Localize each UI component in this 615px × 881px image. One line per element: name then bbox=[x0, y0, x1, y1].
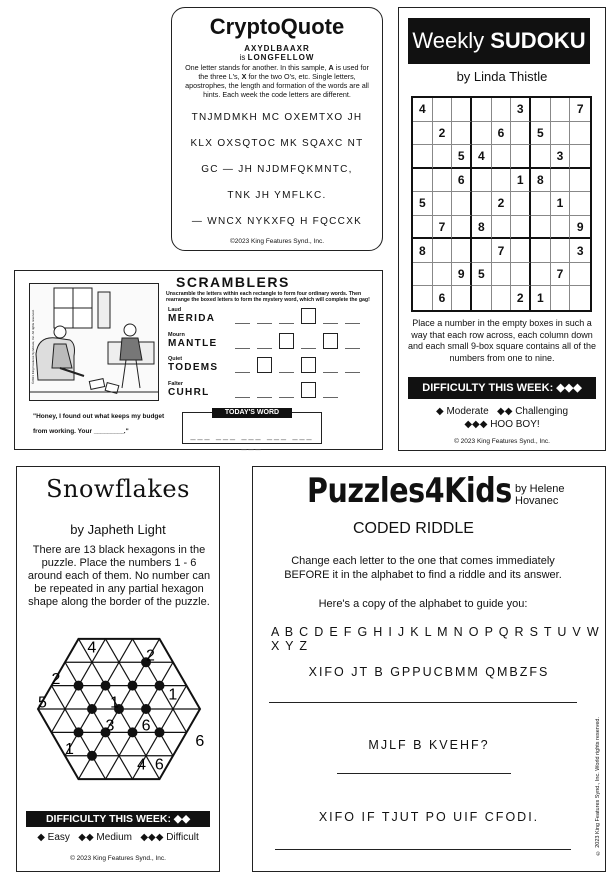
sudoku-cell[interactable] bbox=[413, 216, 433, 240]
scramble-word: Laud MERIDA bbox=[168, 307, 216, 324]
sudoku-cell[interactable] bbox=[570, 192, 590, 216]
sudoku-cell[interactable] bbox=[511, 192, 531, 216]
sudoku-cell: 5 bbox=[472, 263, 492, 287]
answer-blanks[interactable] bbox=[235, 357, 360, 373]
coded-line: MJLF B KVEHF? bbox=[368, 738, 490, 752]
snowflakes-instructions: There are 13 black hexagons in the puzzle. Place the numbers 1 - 6 around each of them. No number can be repeated in any partial hexagon shape along the border of the puzzle. bbox=[27, 544, 211, 608]
sudoku-cell[interactable] bbox=[531, 192, 551, 216]
sudoku-cell: 3 bbox=[551, 145, 571, 169]
cartoon-caption: "Honey, I found out what keeps my budget from working. Your _ _ _ _ _ _ _ _ _." bbox=[33, 413, 165, 435]
sudoku-difficulty-bar: DIFFICULTY THIS WEEK: ◆◆◆ bbox=[408, 377, 596, 399]
cryptoquote-line: TNK JH YMFLKC. bbox=[227, 190, 327, 201]
puzzles4kids-logo: Puzzles4Kids bbox=[307, 471, 512, 511]
sudoku-cell: 6 bbox=[433, 286, 453, 310]
hex-number: 1 bbox=[65, 741, 74, 759]
sudoku-cell[interactable] bbox=[511, 122, 531, 146]
cryptoquote-line: KLX OXSQTOC MK SQAXC NT bbox=[190, 138, 364, 149]
sudoku-cell[interactable] bbox=[472, 192, 492, 216]
sudoku-cell[interactable] bbox=[570, 122, 590, 146]
black-hexagon bbox=[128, 681, 138, 691]
sudoku-cell[interactable] bbox=[551, 122, 571, 146]
puzzles4kids-panel bbox=[252, 466, 606, 872]
snowflakes-difficulty-bar: DIFFICULTY THIS WEEK: ◆◆ bbox=[26, 811, 210, 827]
todays-word-label: TODAY'S WORD bbox=[212, 408, 292, 418]
cryptoquote-description: One letter stands for another. In this sample, A is used for the three L's, X for the two O's, etc. Single letters, apostrophes, the length and formation of the words are all hints. Each week the code letters are different. bbox=[185, 63, 369, 99]
sudoku-cell[interactable] bbox=[433, 98, 453, 122]
scramblers-instructions: Unscramble the letters within each rectangle to form four ordinary words. Then rearrange the boxed letters to form the mystery word, which will complete the gag! bbox=[166, 291, 370, 304]
sudoku-cell[interactable] bbox=[511, 239, 531, 263]
scramble-word: Falter CUHRL bbox=[168, 381, 210, 398]
hex-number: 2 bbox=[146, 647, 155, 665]
black-hexagon bbox=[155, 681, 165, 691]
hex-number: 6 bbox=[154, 756, 164, 774]
sudoku-copyright: © 2023 King Features Synd., Inc. bbox=[454, 438, 550, 445]
answer-blanks[interactable] bbox=[235, 333, 360, 349]
alphabet-line: A B C D E F G H I J K L M N O P Q R S T U V W X Y Z bbox=[271, 625, 600, 653]
sudoku-cell[interactable] bbox=[511, 263, 531, 287]
hex-number: 5 bbox=[38, 694, 47, 712]
snowflakes-panel bbox=[16, 466, 220, 872]
hex-number: 6 bbox=[195, 733, 205, 751]
answer-line[interactable] bbox=[275, 849, 571, 850]
sudoku-cell[interactable] bbox=[452, 239, 472, 263]
sudoku-cell[interactable] bbox=[511, 216, 531, 240]
hex-number: 6 bbox=[141, 717, 151, 735]
sudoku-cell: 5 bbox=[531, 122, 551, 146]
cryptoquote-line: GC — JH NJDMFQKMNTC, bbox=[201, 164, 353, 175]
snowflakes-title: Snowflakes bbox=[46, 475, 190, 503]
black-hexagon bbox=[155, 727, 165, 737]
black-hexagon bbox=[74, 681, 84, 691]
sudoku-cell[interactable] bbox=[492, 98, 512, 122]
cartoon-illustration bbox=[29, 283, 159, 401]
sudoku-grid bbox=[411, 96, 592, 312]
sudoku-cell[interactable] bbox=[492, 169, 512, 193]
sudoku-panel bbox=[398, 7, 606, 451]
sudoku-cell: 9 bbox=[452, 263, 472, 287]
sudoku-cell[interactable] bbox=[472, 122, 492, 146]
scramble-word: Mourn MANTLE bbox=[168, 332, 218, 349]
puzzles4kids-subtitle: CODED RIDDLE bbox=[353, 520, 474, 537]
snowflakes-difficulty-legend: ◆ Easy ◆◆ Medium ◆◆◆ Difficult bbox=[37, 832, 199, 843]
sudoku-cell[interactable] bbox=[413, 169, 433, 193]
scramblers-panel bbox=[14, 270, 383, 450]
coded-line: XIFO JT B GPPUCBMM QMBZFS bbox=[308, 665, 550, 679]
sudoku-cell[interactable] bbox=[433, 169, 453, 193]
black-hexagon bbox=[87, 704, 97, 714]
sudoku-cell: 7 bbox=[492, 239, 512, 263]
black-hexagon bbox=[141, 704, 151, 714]
sudoku-cell[interactable] bbox=[531, 263, 551, 287]
sudoku-cell[interactable] bbox=[433, 263, 453, 287]
sudoku-cell: 6 bbox=[492, 122, 512, 146]
puzzles4kids-instructions: Change each letter to the one that comes immediately BEFORE it in the alphabet to find a riddle and its answer. bbox=[284, 555, 562, 581]
sudoku-cell: 2 bbox=[433, 122, 453, 146]
sudoku-cell[interactable] bbox=[492, 145, 512, 169]
black-hexagon bbox=[101, 681, 111, 691]
sudoku-cell[interactable] bbox=[452, 216, 472, 240]
snowflakes-copyright: © 2023 King Features Synd., Inc. bbox=[70, 855, 166, 862]
sudoku-cell[interactable] bbox=[452, 122, 472, 146]
sudoku-cell[interactable] bbox=[413, 263, 433, 287]
sudoku-cell: 8 bbox=[413, 239, 433, 263]
sudoku-cell[interactable] bbox=[570, 286, 590, 310]
sudoku-cell[interactable] bbox=[452, 192, 472, 216]
cryptoquote-example-answer: is LONGFELLOW bbox=[239, 53, 315, 62]
sudoku-cell: 6 bbox=[452, 169, 472, 193]
answer-blanks[interactable] bbox=[235, 382, 338, 398]
cryptoquote-line: — WNCX NYKXFQ H FQCCXK bbox=[191, 216, 363, 227]
puzzles4kids-copyright: © 2023 King Features Synd., Inc. World rights reserved. bbox=[595, 717, 601, 856]
sudoku-cell: 1 bbox=[531, 286, 551, 310]
sudoku-cell[interactable] bbox=[492, 216, 512, 240]
sudoku-cell: 9 bbox=[570, 216, 590, 240]
sudoku-cell[interactable] bbox=[551, 98, 571, 122]
sudoku-cell: 2 bbox=[511, 286, 531, 310]
cryptoquote-panel bbox=[171, 7, 383, 251]
scramblers-title: SCRAMBLERS bbox=[176, 274, 290, 290]
black-hexagon bbox=[74, 727, 84, 737]
puzzles4kids-alphabet-note: Here's a copy of the alphabet to guide you: bbox=[318, 598, 528, 610]
hex-number: 2 bbox=[51, 670, 61, 688]
sudoku-title: Weekly SUDOKU bbox=[408, 18, 590, 64]
sudoku-instructions: Place a number in the empty boxes in such a way that each row across, each column down and each small 9-box square contains all of the numbers from one to nine. bbox=[407, 318, 597, 363]
sudoku-difficulty-legend: ◆ Moderate ◆◆ Challenging ◆◆◆ HOO BOY! bbox=[435, 406, 569, 430]
sudoku-cell: 7 bbox=[551, 263, 571, 287]
sudoku-cell[interactable] bbox=[551, 286, 571, 310]
sudoku-cell[interactable] bbox=[551, 239, 571, 263]
sudoku-cell[interactable] bbox=[433, 145, 453, 169]
sudoku-cell[interactable] bbox=[531, 145, 551, 169]
scramble-word: Quiet TODEMS bbox=[168, 356, 219, 373]
sudoku-cell: 8 bbox=[531, 169, 551, 193]
sudoku-cell[interactable] bbox=[472, 98, 492, 122]
sudoku-cell[interactable] bbox=[413, 122, 433, 146]
sudoku-cell[interactable] bbox=[531, 98, 551, 122]
todays-word-box[interactable]: TODAY'S WORD ___ ___ ___ ___ ___ ___ bbox=[182, 412, 322, 444]
sudoku-cell: 8 bbox=[472, 216, 492, 240]
snowflakes-byline: by Japheth Light bbox=[70, 522, 166, 537]
answer-line[interactable] bbox=[337, 773, 511, 774]
sudoku-cell[interactable] bbox=[413, 145, 433, 169]
sudoku-cell[interactable] bbox=[531, 239, 551, 263]
sudoku-cell: 7 bbox=[433, 216, 453, 240]
sudoku-cell: 4 bbox=[413, 98, 433, 122]
hex-number: 3 bbox=[105, 717, 115, 735]
sudoku-cell: 3 bbox=[511, 98, 531, 122]
sudoku-cell[interactable] bbox=[433, 192, 453, 216]
sudoku-cell[interactable] bbox=[452, 286, 472, 310]
sudoku-cell: 3 bbox=[570, 239, 590, 263]
sudoku-cell[interactable] bbox=[531, 216, 551, 240]
hex-number: 1 bbox=[110, 694, 119, 712]
sudoku-byline: by Linda Thistle bbox=[456, 69, 548, 84]
sudoku-cell[interactable] bbox=[472, 239, 492, 263]
cryptoquote-title: CryptoQuote bbox=[209, 14, 345, 39]
cryptoquote-line: TNJMDMKH MC OXEMTXO JH bbox=[191, 112, 363, 123]
sudoku-cell[interactable] bbox=[452, 98, 472, 122]
answer-blanks[interactable] bbox=[235, 308, 360, 324]
hex-number: 1 bbox=[168, 686, 178, 704]
sudoku-cell[interactable] bbox=[511, 145, 531, 169]
cryptoquote-copyright: ©2023 King Features Synd., Inc. bbox=[229, 238, 325, 245]
black-hexagon bbox=[87, 751, 97, 761]
sudoku-cell[interactable] bbox=[570, 145, 590, 169]
sudoku-cell: 5 bbox=[452, 145, 472, 169]
sudoku-cell[interactable] bbox=[570, 263, 590, 287]
sudoku-cell[interactable] bbox=[413, 286, 433, 310]
hex-number: 4 bbox=[137, 756, 146, 774]
sudoku-cell: 4 bbox=[472, 145, 492, 169]
sudoku-cell: 1 bbox=[551, 192, 571, 216]
sudoku-cell[interactable] bbox=[492, 263, 512, 287]
black-hexagon bbox=[128, 727, 138, 737]
sudoku-cell[interactable] bbox=[472, 286, 492, 310]
sudoku-cell[interactable] bbox=[551, 169, 571, 193]
answer-line[interactable] bbox=[269, 702, 577, 703]
sudoku-cell[interactable] bbox=[551, 216, 571, 240]
snowflakes-puzzle-grid bbox=[25, 612, 213, 807]
cryptoquote-example-code: AXYDLBAAXR bbox=[244, 44, 310, 53]
sudoku-cell[interactable] bbox=[570, 169, 590, 193]
puzzles4kids-author: by Helene Hovanec bbox=[515, 483, 565, 507]
sudoku-cell: 1 bbox=[511, 169, 531, 193]
sudoku-cell[interactable] bbox=[472, 169, 492, 193]
coded-line: XIFO IF TJUT PO UIF CFODI. bbox=[318, 810, 540, 824]
sudoku-cell: 2 bbox=[492, 192, 512, 216]
sudoku-cell: 7 bbox=[570, 98, 590, 122]
hex-number: 4 bbox=[87, 639, 97, 657]
sudoku-cell[interactable] bbox=[433, 239, 453, 263]
sudoku-cell[interactable] bbox=[492, 286, 512, 310]
sudoku-cell: 5 bbox=[413, 192, 433, 216]
cartoon-credit: ©2023 King Features Syndicate, Inc. All rights reserved. bbox=[31, 309, 35, 384]
